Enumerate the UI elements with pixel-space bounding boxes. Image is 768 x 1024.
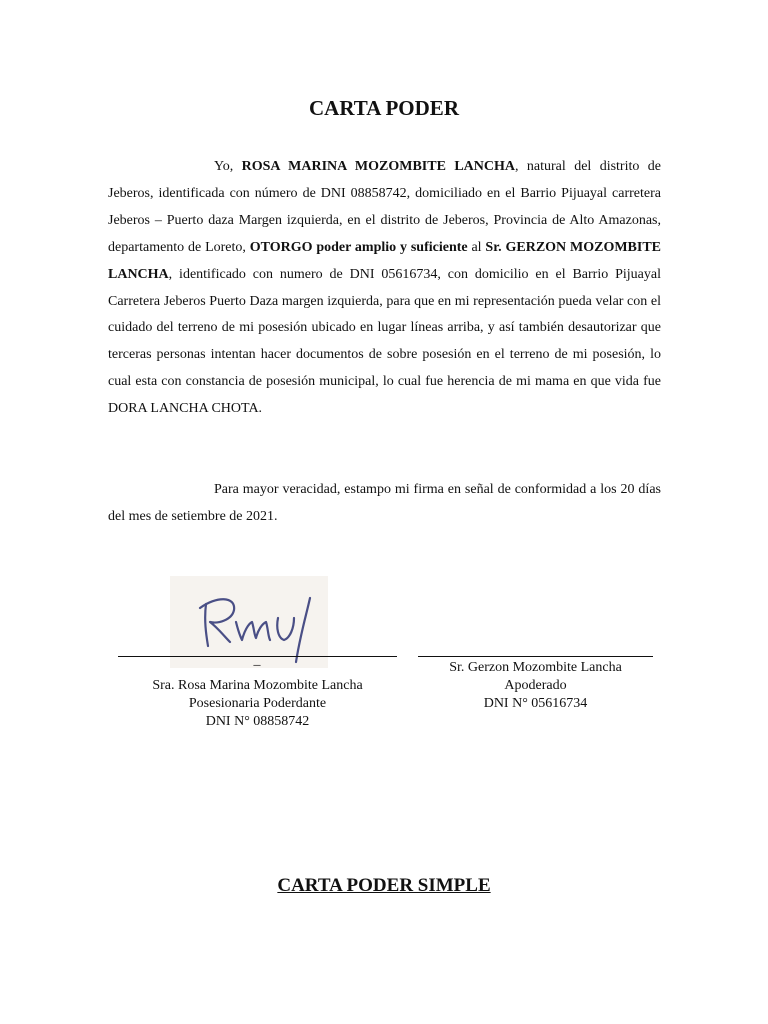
body-paragraph-closing: Para mayor veracidad, estampo mi firma en señal de conformidad a los 20 días del mes de setiembre de 2021.	[108, 482, 661, 524]
text-run: Yo,	[214, 159, 242, 174]
signature-block-grantor	[118, 677, 397, 731]
attorney-name: Sr. GERZON MOZOMBITE LANCHA	[108, 239, 662, 282]
signature-dash: _	[253, 653, 261, 668]
document-title: CARTA PODER	[309, 96, 459, 120]
body-paragraph-main	[108, 154, 661, 423]
grantor-name: ROSA MARINA MOZOMBITE LANCHA	[241, 159, 515, 174]
grant-statement: OTORGO poder amplio y suficiente	[249, 239, 468, 255]
attorney-signature-name: Sr. Gerzon Mozombite Lancha	[449, 660, 622, 675]
grantor-signature-dni: DNI N° 08858742	[205, 714, 310, 729]
attorney-signature-dni: DNI N° 05616734	[483, 696, 588, 711]
grantor-signature-role: Posesionaria Poderdante	[188, 696, 327, 711]
signature-block-attorney	[418, 659, 653, 713]
handwritten-signature	[170, 576, 328, 668]
grantor-signature-name: Sra. Rosa Marina Mozombite Lancha	[152, 678, 363, 693]
signature-line-attorney	[418, 656, 653, 657]
document-subtitle: CARTA PODER SIMPLE	[277, 875, 491, 896]
text-run: al	[467, 239, 486, 255]
attorney-signature-role: Apoderado	[504, 678, 567, 693]
text-run: , identificado con numero de DNI 05616734, con domicilio en el Barrio Pijuayal Carretera Jeberos Puerto Daza margen izquierda, para que en mi representación pueda velar con el cuidado del terreno de mi posesión ubicado en lugar líneas arriba, y así también desautorizar que terceras personas intentan hacer documentos de sobre posesión en el terreno de mi posesión, lo cual esta con constancia de posesión municipal, lo cual fue herencia de mi mama en que vida fue DORA LANCHA CHOTA.	[108, 266, 661, 417]
text-run: , natural del distrito de Jeberos, identificada con número de DNI 08858742, domiciliado en el Barrio Pijuayal carretera Jeberos – Puerto daza Margen izquierda, en el distrito de Jeberos, Provincia de Alto Amazonas, departamento de Loreto,	[108, 159, 661, 255]
